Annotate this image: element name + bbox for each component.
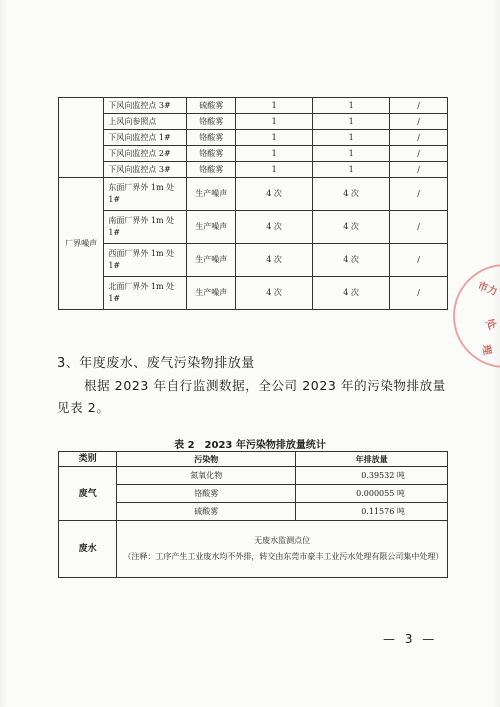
water-note-cell	[117, 521, 448, 578]
seal-fragment: 理	[479, 343, 493, 356]
item-cell: 生产噪声	[187, 244, 236, 277]
header-annual-emission: 年排放量	[296, 452, 448, 467]
table-row	[59, 178, 448, 211]
note-cell: /	[390, 146, 448, 162]
emission-table	[58, 451, 448, 578]
table-row	[59, 146, 448, 162]
count-a-cell: 4 次	[236, 211, 313, 244]
count-b-cell: 1	[313, 130, 390, 146]
header-category: 类别	[59, 452, 117, 467]
item-cell: 铬酸雾	[187, 130, 236, 146]
point-cell: 上风向参照点	[104, 114, 187, 130]
item-cell: 硫酸雾	[187, 98, 236, 114]
count-b-cell: 1	[313, 114, 390, 130]
item-cell: 生产噪声	[187, 211, 236, 244]
table-row	[59, 244, 448, 277]
table-row	[59, 114, 448, 130]
table-row	[59, 521, 448, 578]
table2-caption: 表 2 2023 年污染物排放量统计	[174, 440, 326, 451]
count-b-cell: 1	[313, 98, 390, 114]
count-b-cell: 4 次	[313, 277, 390, 310]
table-row	[59, 211, 448, 244]
table-row	[59, 277, 448, 310]
count-b-cell: 1	[313, 146, 390, 162]
count-b-cell: 4 次	[313, 211, 390, 244]
point-cell: 下风向监控点 1#	[104, 130, 187, 146]
item-cell: 铬酸雾	[187, 146, 236, 162]
note-cell: /	[390, 162, 448, 178]
emission-value-cell	[296, 467, 448, 485]
count-b-cell: 1	[313, 162, 390, 178]
point-cell: 南面厂界外 1m 处 1#	[104, 211, 187, 244]
count-a-cell: 1	[236, 146, 313, 162]
water-note-line1: 无废水监测点位	[254, 536, 311, 545]
table-header-row	[59, 452, 448, 467]
item-cell: 生产噪声	[187, 277, 236, 310]
note-cell: /	[390, 114, 448, 130]
emission-number: 0.000055	[356, 488, 395, 498]
note-cell: /	[390, 98, 448, 114]
emission-value-cell	[296, 485, 448, 503]
item-cell: 铬酸雾	[187, 162, 236, 178]
table-row	[59, 485, 448, 503]
seal-fragment: 处	[483, 317, 498, 332]
point-cell: 北面厂界外 1m 处 1#	[104, 277, 187, 310]
count-a-cell: 1	[236, 98, 313, 114]
header-pollutant: 污染物	[117, 452, 296, 467]
emission-unit: 吨	[396, 488, 405, 498]
emission-number: 0.11576	[361, 506, 395, 516]
water-note-line2: （注释：工序产生工业废水均不外排，转交由东莞市豪丰工业污水处理有限公司集中处理）	[123, 552, 444, 561]
point-cell: 下风向监控点 3#	[104, 162, 187, 178]
emission-number: 0.39532	[361, 470, 395, 480]
noise-category-cell: 厂界噪声	[59, 178, 104, 310]
point-cell: 西面厂界外 1m 处 1#	[104, 244, 187, 277]
table-row	[59, 467, 448, 485]
table-row	[59, 130, 448, 146]
point-cell: 东面厂界外 1m 处 1#	[104, 178, 187, 211]
note-cell: /	[390, 130, 448, 146]
water-category-cell: 废水	[59, 521, 117, 578]
count-a-cell: 1	[236, 114, 313, 130]
count-a-cell: 4 次	[236, 244, 313, 277]
category-cell	[59, 98, 104, 178]
count-a-cell: 4 次	[236, 277, 313, 310]
table-row	[59, 98, 448, 114]
count-b-cell: 4 次	[313, 178, 390, 211]
monitoring-table	[58, 97, 448, 310]
emission-unit: 吨	[396, 470, 405, 480]
section-paragraph: 根据 2023 年自行监测数据，全公司 2023 年的污染物排放量见表 2。	[57, 378, 446, 415]
gas-category-cell: 废气	[59, 467, 117, 521]
count-a-cell: 1	[236, 162, 313, 178]
note-cell: /	[390, 277, 448, 310]
section-heading: 3、年度废水、废气污染物排放量	[57, 356, 255, 371]
note-cell: /	[390, 178, 448, 211]
pollutant-cell: 氮氧化物	[117, 467, 296, 485]
count-a-cell: 1	[236, 130, 313, 146]
pollutant-cell: 铬酸雾	[117, 485, 296, 503]
count-b-cell: 4 次	[313, 244, 390, 277]
table-row	[59, 162, 448, 178]
emission-unit: 吨	[396, 506, 405, 516]
note-cell: /	[390, 211, 448, 244]
seal-fragment: 市力	[476, 280, 499, 298]
point-cell: 下风向监控点 3#	[104, 98, 187, 114]
page-number: — 3 —	[383, 632, 438, 646]
count-a-cell: 4 次	[236, 178, 313, 211]
note-cell: /	[390, 244, 448, 277]
item-cell: 生产噪声	[187, 178, 236, 211]
point-cell: 下风向监控点 2#	[104, 146, 187, 162]
emission-value-cell	[296, 503, 448, 521]
table-row	[59, 503, 448, 521]
item-cell: 铬酸雾	[187, 114, 236, 130]
pollutant-cell: 硫酸雾	[117, 503, 296, 521]
